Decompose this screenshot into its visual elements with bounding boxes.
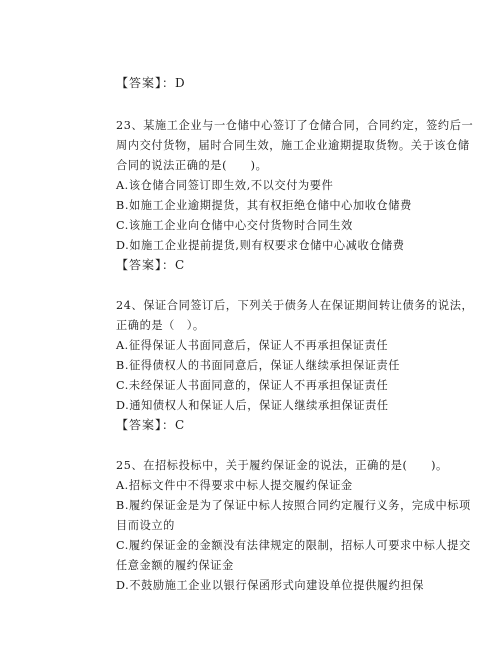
question-25	[116, 456, 471, 596]
question-25-option-d: D.不鼓励施工企业以银行保函形式向建设单位提供履约担保	[116, 579, 425, 592]
question-23-option-c: C.该施工企业向仓储中心交付货物时合同生效	[116, 219, 353, 232]
question-25-option-c: C.履约保证金的金额没有法律规定的限制，招标人可要求中标人提交	[116, 539, 471, 552]
question-25-option-b-cont: 目而设立的	[116, 519, 175, 532]
answer-label-23: 【答案】：C	[116, 258, 186, 272]
question-23-option-d: D.如施工企业提前提货,则有权要求仓储中心减收仓储费	[116, 239, 405, 252]
question-25-stem-line: 25、在招标投标中，关于履约保证金的说法，正确的是( )。	[116, 459, 448, 472]
question-23-stem-line: 合同的说法正确的是( )。	[116, 159, 268, 172]
question-24-stem-line: 24、保证合同签订后，下列关于债务人在保证期间转让债务的说法，	[116, 299, 474, 312]
question-25-option-b: B.履约保证金是为了保证中标人按照合同约定履行义务，完成中标项	[116, 499, 471, 512]
question-23-stem-line: 23、某施工企业与一仓储中心签订了仓储合同，合同约定，签约后一	[116, 119, 474, 132]
question-24-stem-line: 正确的是（ ）。	[116, 319, 205, 332]
answer-label-22: 【答案】：D	[116, 76, 186, 90]
question-24-option-b: B.征得债权人的书面同意后，保证人继续承担保证责任	[116, 359, 401, 372]
question-23	[116, 116, 474, 256]
question-25-option-c-cont: 任意金额的履约保证金	[116, 559, 234, 572]
question-24-option-d: D.通知债权人和保证人后，保证人继续承担保证责任	[116, 399, 389, 412]
question-23-option-a: A.该仓储合同签订即生效,不以交付为要件	[116, 179, 334, 192]
answer-label-24: 【答案】：C	[116, 418, 186, 432]
question-23-option-b: B.如施工企业逾期提货，其有权拒绝仓储中心加收仓储费	[116, 199, 412, 212]
question-24-option-a: A.征得保证人书面同意后，保证人不再承担保证责任	[116, 339, 389, 352]
question-24-option-c: C.未经保证人书面同意的，保证人不再承担保证责任	[116, 379, 389, 392]
question-25-option-a: A.招标文件中不得要求中标人提交履约保证金	[116, 479, 353, 492]
question-24	[116, 296, 474, 416]
question-23-stem-line: 周内交付货物，届时合同生效，施工企业逾期提取货物。关于该仓储	[116, 139, 470, 152]
